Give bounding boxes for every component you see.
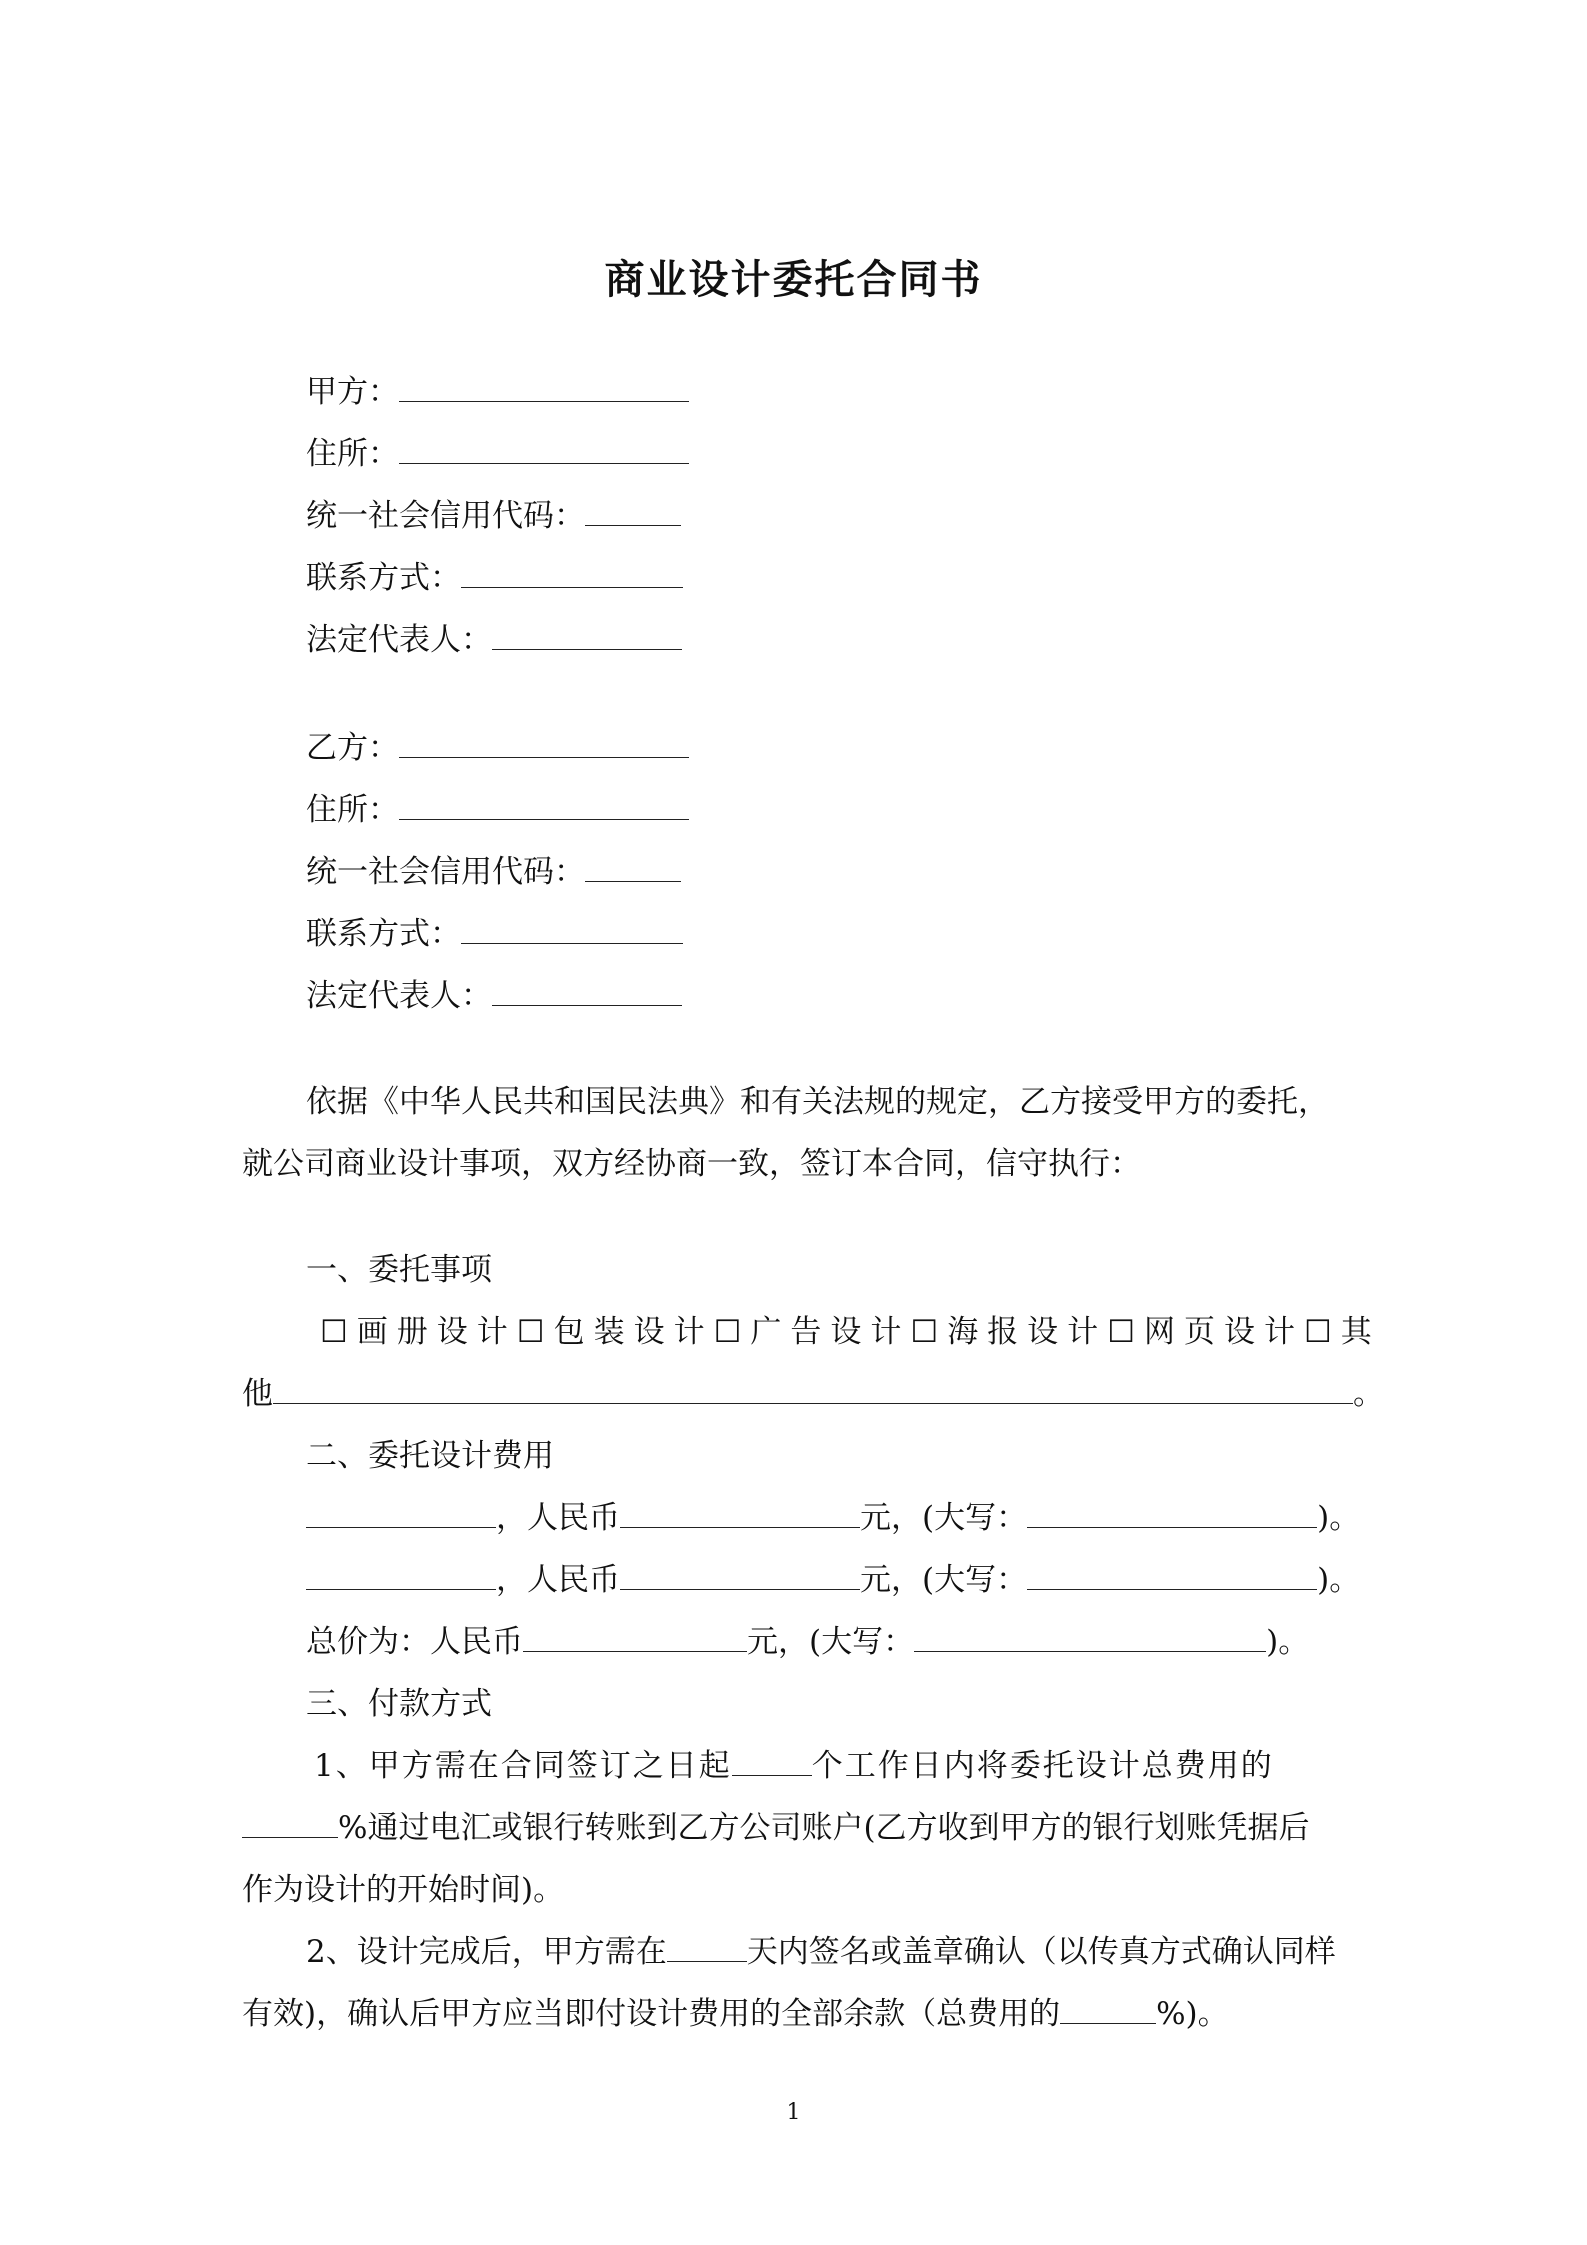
party-b-name-label: 乙方： xyxy=(306,730,399,766)
party-a-name-blank[interactable] xyxy=(399,371,689,402)
payment-item-1-line-3: 作为设计的开始时间)。 xyxy=(242,1872,565,1908)
total-price-prefix: 总价为：人民币 xyxy=(306,1624,523,1660)
fee-row-2-rmb: ，人民币 xyxy=(496,1562,620,1598)
checkbox-poster[interactable]: ☐ xyxy=(910,1314,948,1350)
payment-item-1-a: 1、甲方需在合同签订之日起 xyxy=(314,1748,732,1784)
option-poster-label: 海报设计 xyxy=(947,1314,1108,1350)
payment-item-1-line-1 xyxy=(314,1740,1274,1785)
party-a-credit-code-blank[interactable] xyxy=(585,495,681,526)
payment-item-1-line-2 xyxy=(242,1802,1310,1847)
party-b-address-blank[interactable] xyxy=(399,789,689,820)
party-a-legal-rep-field xyxy=(306,614,682,659)
total-amount-blank[interactable] xyxy=(523,1621,747,1652)
payment-item-2-a: 2、设计完成后，甲方需在 xyxy=(306,1934,667,1970)
fee-row-1 xyxy=(306,1492,1360,1537)
fee-row-1-yuan: 元，(大写： xyxy=(860,1500,1028,1536)
payment-item-2-c: 有效)，确认后甲方应当即付设计费用的全部余款（总费用的 xyxy=(242,1996,1061,2032)
section-3-heading: 三、付款方式 xyxy=(306,1686,492,1722)
balance-percent-blank[interactable] xyxy=(1060,1993,1156,2024)
party-a-credit-code-field xyxy=(306,490,681,535)
section-2-heading: 二、委托设计费用 xyxy=(306,1438,554,1474)
party-a-contact-field xyxy=(306,552,683,597)
section-1-heading: 一、委托事项 xyxy=(306,1252,492,1288)
option-brochure-label: 画册设计 xyxy=(356,1314,517,1350)
party-b-contact-field xyxy=(306,908,683,953)
intro-line-2: 就公司商业设计事项，双方经协商一致，签订本合同，信守执行： xyxy=(242,1146,1141,1182)
total-close: )。 xyxy=(1266,1624,1310,1660)
checkbox-packaging[interactable]: ☐ xyxy=(516,1314,554,1350)
checkbox-brochure[interactable]: ☐ xyxy=(320,1314,357,1350)
intro-line-1: 依据《中华人民共和国民法典》和有关法规的规定，乙方接受甲方的委托， xyxy=(306,1084,1329,1120)
fee-row-2-capital-blank[interactable] xyxy=(1027,1559,1317,1590)
party-a-legal-rep-label: 法定代表人： xyxy=(306,622,492,658)
party-b-contact-blank[interactable] xyxy=(461,913,683,944)
party-b-name-blank[interactable] xyxy=(399,727,689,758)
checkbox-webpage[interactable]: ☐ xyxy=(1107,1314,1144,1350)
payment-item-1-c: %通过电汇或银行转账到乙方公司账户(乙方收到甲方的银行划账凭据后 xyxy=(338,1810,1310,1846)
fee-row-2-close: )。 xyxy=(1317,1562,1361,1598)
party-b-credit-code-field xyxy=(306,846,681,891)
party-a-address-field xyxy=(306,428,689,473)
fee-row-2-amount-blank[interactable] xyxy=(620,1559,860,1590)
party-a-legal-rep-blank[interactable] xyxy=(492,619,682,650)
payment-item-2-line-2 xyxy=(242,1988,1229,2033)
other-suffix: 。 xyxy=(1353,1376,1384,1412)
total-price-row xyxy=(306,1616,1309,1661)
party-b-credit-code-blank[interactable] xyxy=(585,851,681,882)
party-a-credit-code-label: 统一社会信用代码： xyxy=(306,498,585,534)
party-b-address-field xyxy=(306,784,689,829)
party-b-address-label: 住所： xyxy=(306,792,399,828)
option-other-label: 其 xyxy=(1340,1314,1381,1350)
working-days-blank[interactable] xyxy=(732,1745,812,1776)
fee-item-1-blank[interactable] xyxy=(306,1497,496,1528)
party-b-credit-code-label: 统一社会信用代码： xyxy=(306,854,585,890)
party-a-address-label: 住所： xyxy=(306,436,399,472)
total-yuan: 元，(大写： xyxy=(747,1624,915,1660)
party-a-contact-label: 联系方式： xyxy=(306,560,461,596)
party-a-contact-blank[interactable] xyxy=(461,557,683,588)
payment-item-2-d: %)。 xyxy=(1156,1996,1229,2032)
party-b-legal-rep-field xyxy=(306,970,682,1015)
party-a-name-label: 甲方： xyxy=(306,374,399,410)
page-number: 1 xyxy=(786,2100,801,2125)
fee-row-2 xyxy=(306,1554,1360,1599)
party-b-contact-label: 联系方式： xyxy=(306,916,461,952)
confirm-days-blank[interactable] xyxy=(667,1931,747,1962)
fee-row-1-amount-blank[interactable] xyxy=(620,1497,860,1528)
fee-item-2-blank[interactable] xyxy=(306,1559,496,1590)
checkbox-advertising[interactable]: ☐ xyxy=(713,1314,751,1350)
party-b-legal-rep-blank[interactable] xyxy=(492,975,682,1006)
option-webpage-label: 网页设计 xyxy=(1143,1314,1304,1350)
fee-row-1-rmb: ，人民币 xyxy=(496,1500,620,1536)
other-option-line xyxy=(242,1368,1384,1413)
payment-item-2-b: 天内签名或盖章确认（以传真方式确认同样 xyxy=(746,1934,1336,1970)
checkbox-other[interactable]: ☐ xyxy=(1303,1314,1341,1350)
document-title: 商业设计委托合同书 xyxy=(604,256,983,303)
deposit-percent-blank[interactable] xyxy=(242,1807,338,1838)
option-advertising-label: 广告设计 xyxy=(750,1314,911,1350)
fee-row-1-capital-blank[interactable] xyxy=(1027,1497,1317,1528)
total-capital-blank[interactable] xyxy=(914,1621,1266,1652)
other-option-blank[interactable] xyxy=(273,1373,1353,1404)
party-a-name-field xyxy=(306,366,689,411)
party-b-name-field xyxy=(306,722,689,767)
other-prefix: 他 xyxy=(242,1376,273,1412)
fee-row-2-yuan: 元，(大写： xyxy=(860,1562,1028,1598)
option-packaging-label: 包装设计 xyxy=(553,1314,714,1350)
service-options-row xyxy=(320,1306,1381,1351)
party-a-address-blank[interactable] xyxy=(399,433,689,464)
payment-item-2-line-1 xyxy=(306,1926,1336,1971)
party-b-legal-rep-label: 法定代表人： xyxy=(306,978,492,1014)
fee-row-1-close: )。 xyxy=(1317,1500,1361,1536)
payment-item-1-b: 个工作日内将委托设计总费用的 xyxy=(811,1748,1274,1784)
